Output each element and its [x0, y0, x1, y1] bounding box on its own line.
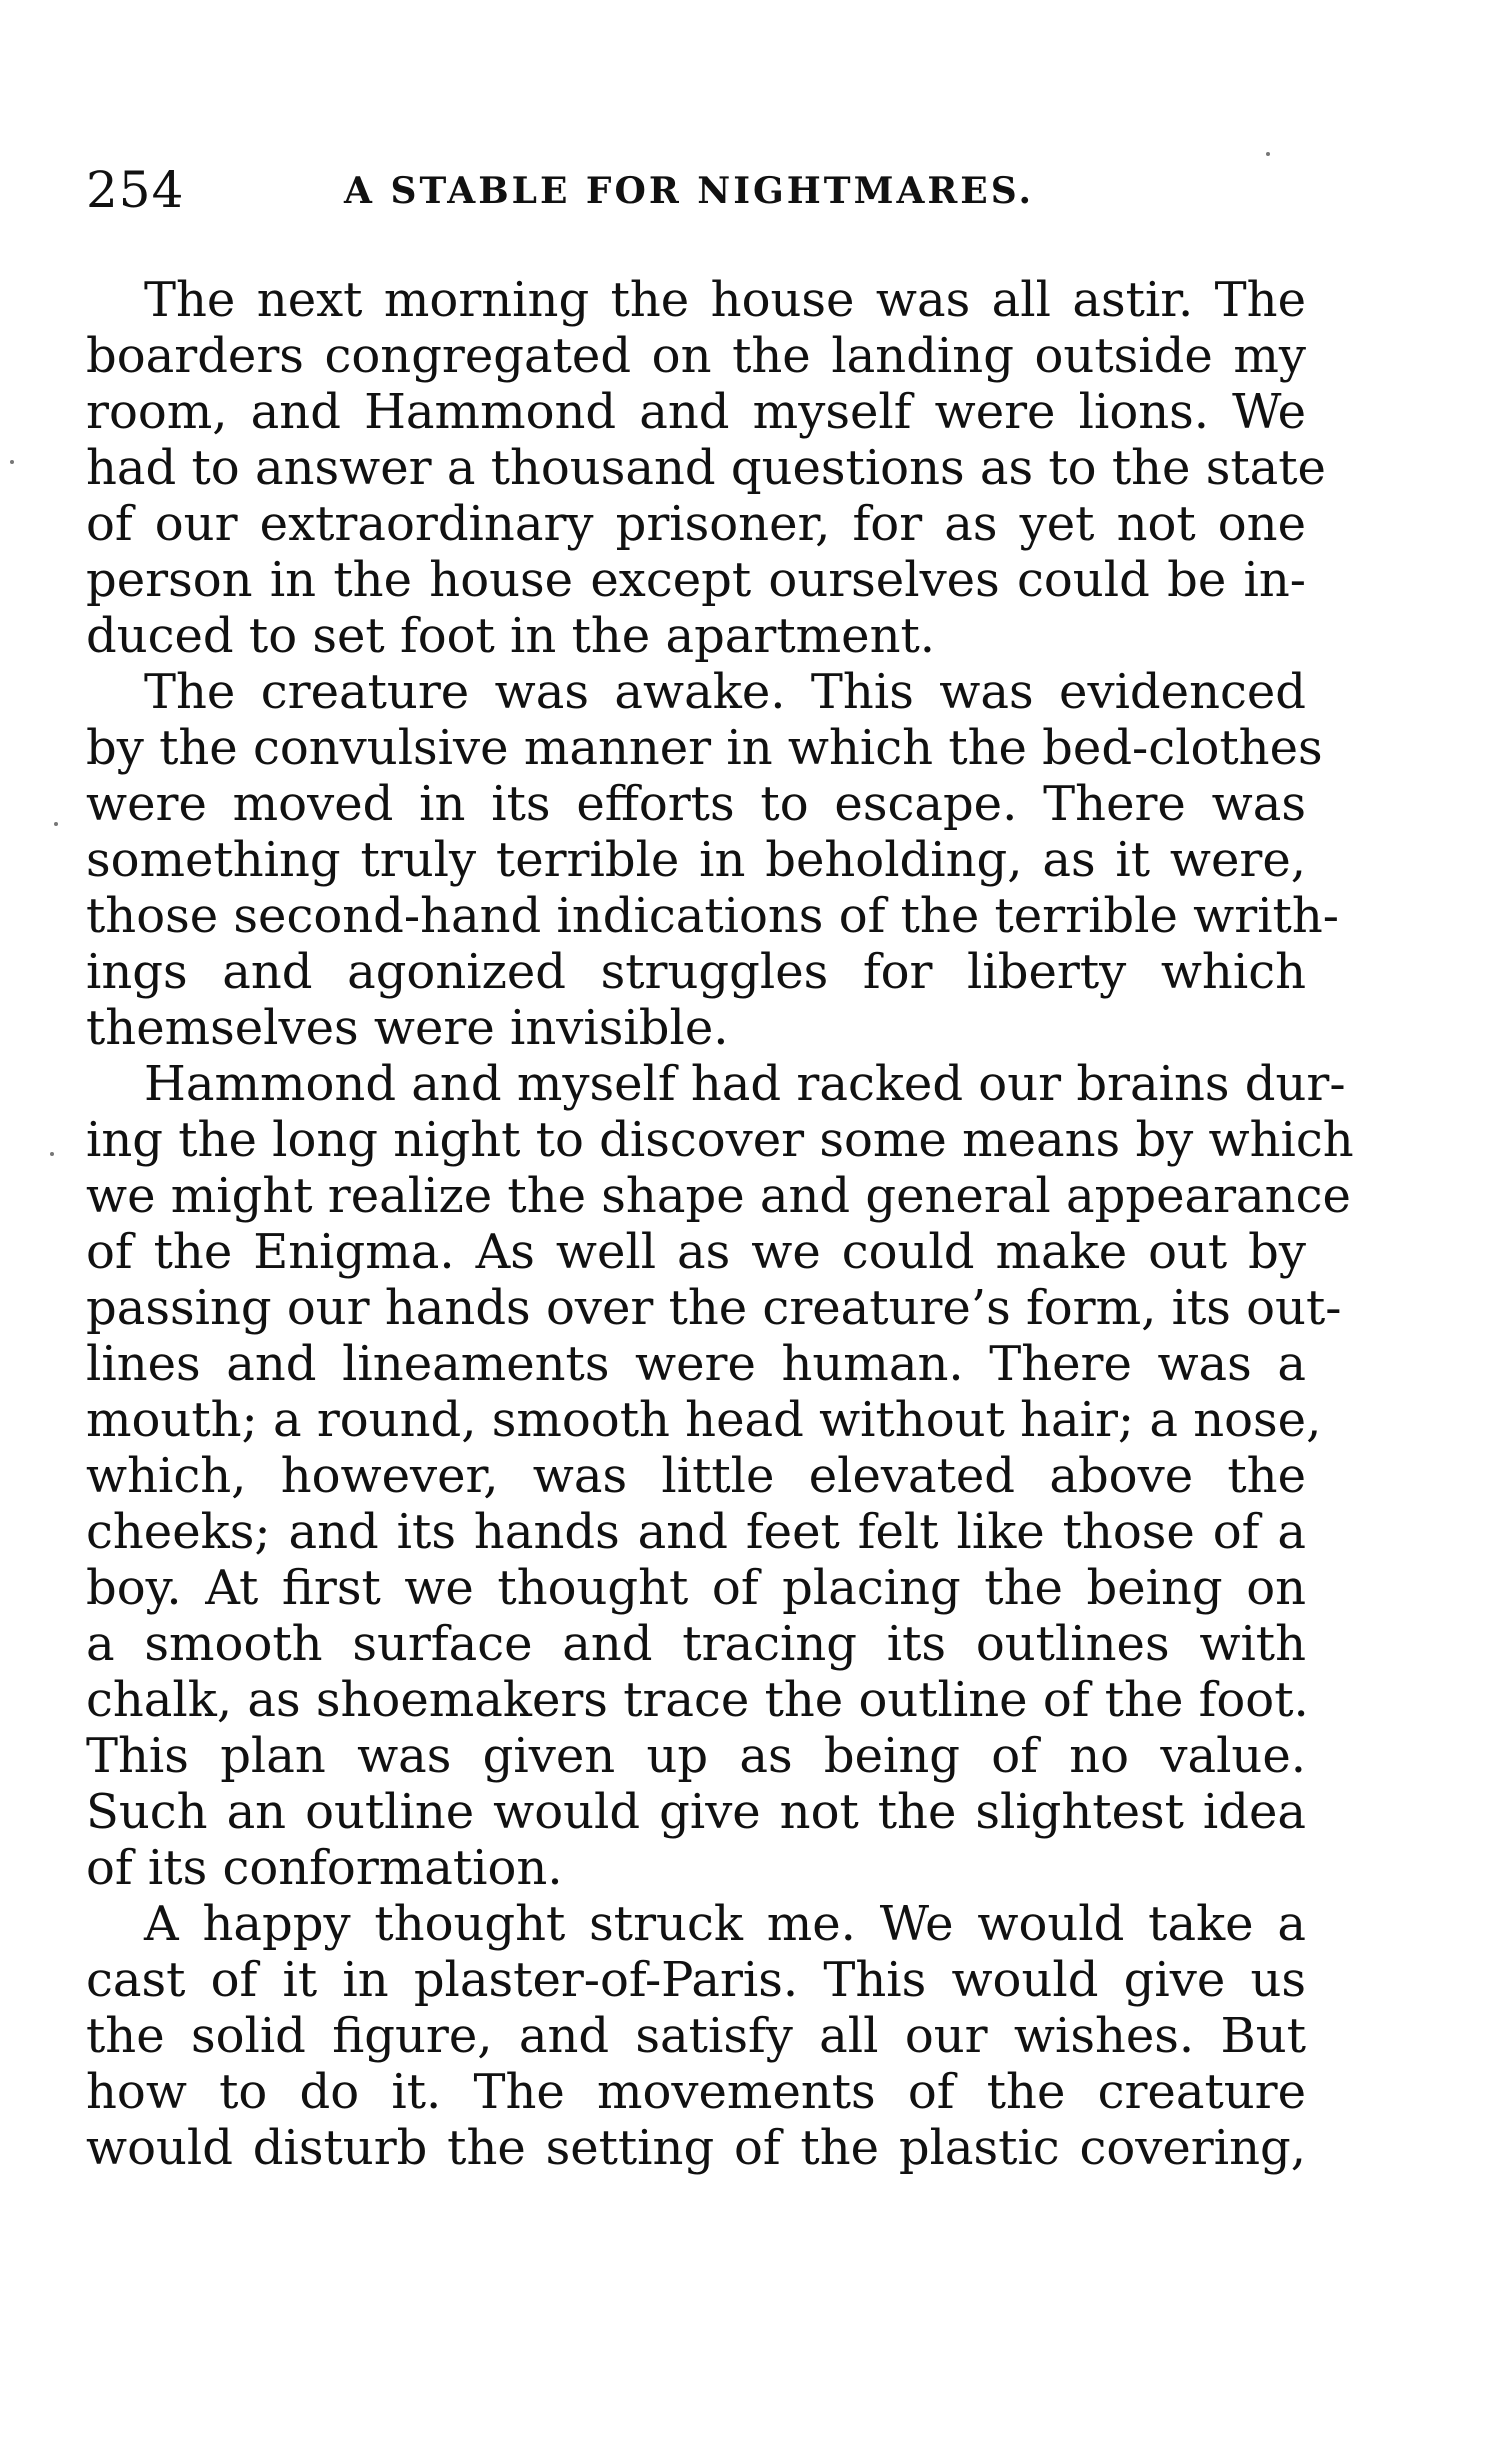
text-line: The creature was awake. This was evidenced	[144, 664, 1306, 720]
paragraph	[86, 272, 1326, 664]
text-line: of the Enigma. As well as we could make out by	[86, 1224, 1306, 1280]
text-line: something truly terrible in beholding, as it were,	[86, 832, 1306, 888]
text-line: boarders congregated on the landing outside my	[86, 328, 1306, 384]
text-line: This plan was given up as being of no value.	[86, 1728, 1306, 1784]
print-speck	[1266, 152, 1270, 156]
text-line: ings and agonized struggles for liberty which	[86, 944, 1306, 1000]
text-line: room, and Hammond and myself were lions. We	[86, 384, 1306, 440]
text-line: duced to set foot in the apartment.	[86, 608, 936, 664]
text-line: of our extraordinary prisoner, for as yet not one	[86, 496, 1306, 552]
text-line: had to answer a thousand questions as to the state	[86, 440, 1326, 496]
page-header	[86, 160, 1306, 230]
print-speck	[54, 822, 58, 826]
paragraph	[86, 1056, 1354, 1896]
text-line: ing the long night to discover some means by which	[86, 1112, 1354, 1168]
text-line: by the convulsive manner in which the bed-clothes	[86, 720, 1323, 776]
text-line: A happy thought struck me. We would take a	[144, 1896, 1306, 1952]
text-line: would disturb the setting of the plastic covering,	[86, 2120, 1306, 2176]
page-number: 254	[86, 161, 185, 219]
text-line: cast of it in plaster-of-Paris. This would give us	[86, 1952, 1306, 2008]
text-line: mouth; a round, smooth head without hair; a nose,	[86, 1392, 1322, 1448]
text-line: The next morning the house was all astir. The	[144, 272, 1306, 328]
text-line: boy. At first we thought of placing the being on	[86, 1560, 1306, 1616]
paragraph	[86, 664, 1339, 1056]
text-line: those second-hand indications of the terrible writh-	[86, 888, 1339, 944]
text-line: themselves were invisible.	[86, 1000, 729, 1056]
text-line: lines and lineaments were human. There was a	[86, 1336, 1306, 1392]
text-line: person in the house except ourselves could be in-	[86, 552, 1306, 608]
text-line: passing our hands over the creature’s form, its out-	[86, 1280, 1342, 1336]
text-line: were moved in its efforts to escape. There was	[86, 776, 1306, 832]
text-line: chalk, as shoemakers trace the outline of the foot.	[86, 1672, 1309, 1728]
text-line: Such an outline would give not the slightest idea	[86, 1784, 1306, 1840]
text-line: the solid figure, and satisfy all our wishes. But	[86, 2008, 1306, 2064]
body-text	[86, 272, 1354, 2176]
paragraph	[86, 1896, 1306, 2176]
text-line: a smooth surface and tracing its outlines with	[86, 1616, 1306, 1672]
text-line: we might realize the shape and general appearance	[86, 1168, 1351, 1224]
text-line: of its conformation.	[86, 1840, 563, 1896]
text-line: Hammond and myself had racked our brains dur-	[144, 1056, 1346, 1112]
text-line: how to do it. The movements of the creature	[86, 2064, 1306, 2120]
text-line: which, however, was little elevated above the	[86, 1448, 1306, 1504]
print-speck	[10, 460, 14, 464]
running-title: A STABLE FOR NIGHTMARES.	[344, 170, 1034, 212]
text-line: cheeks; and its hands and feet felt like those of a	[86, 1504, 1306, 1560]
print-speck	[50, 1152, 54, 1156]
